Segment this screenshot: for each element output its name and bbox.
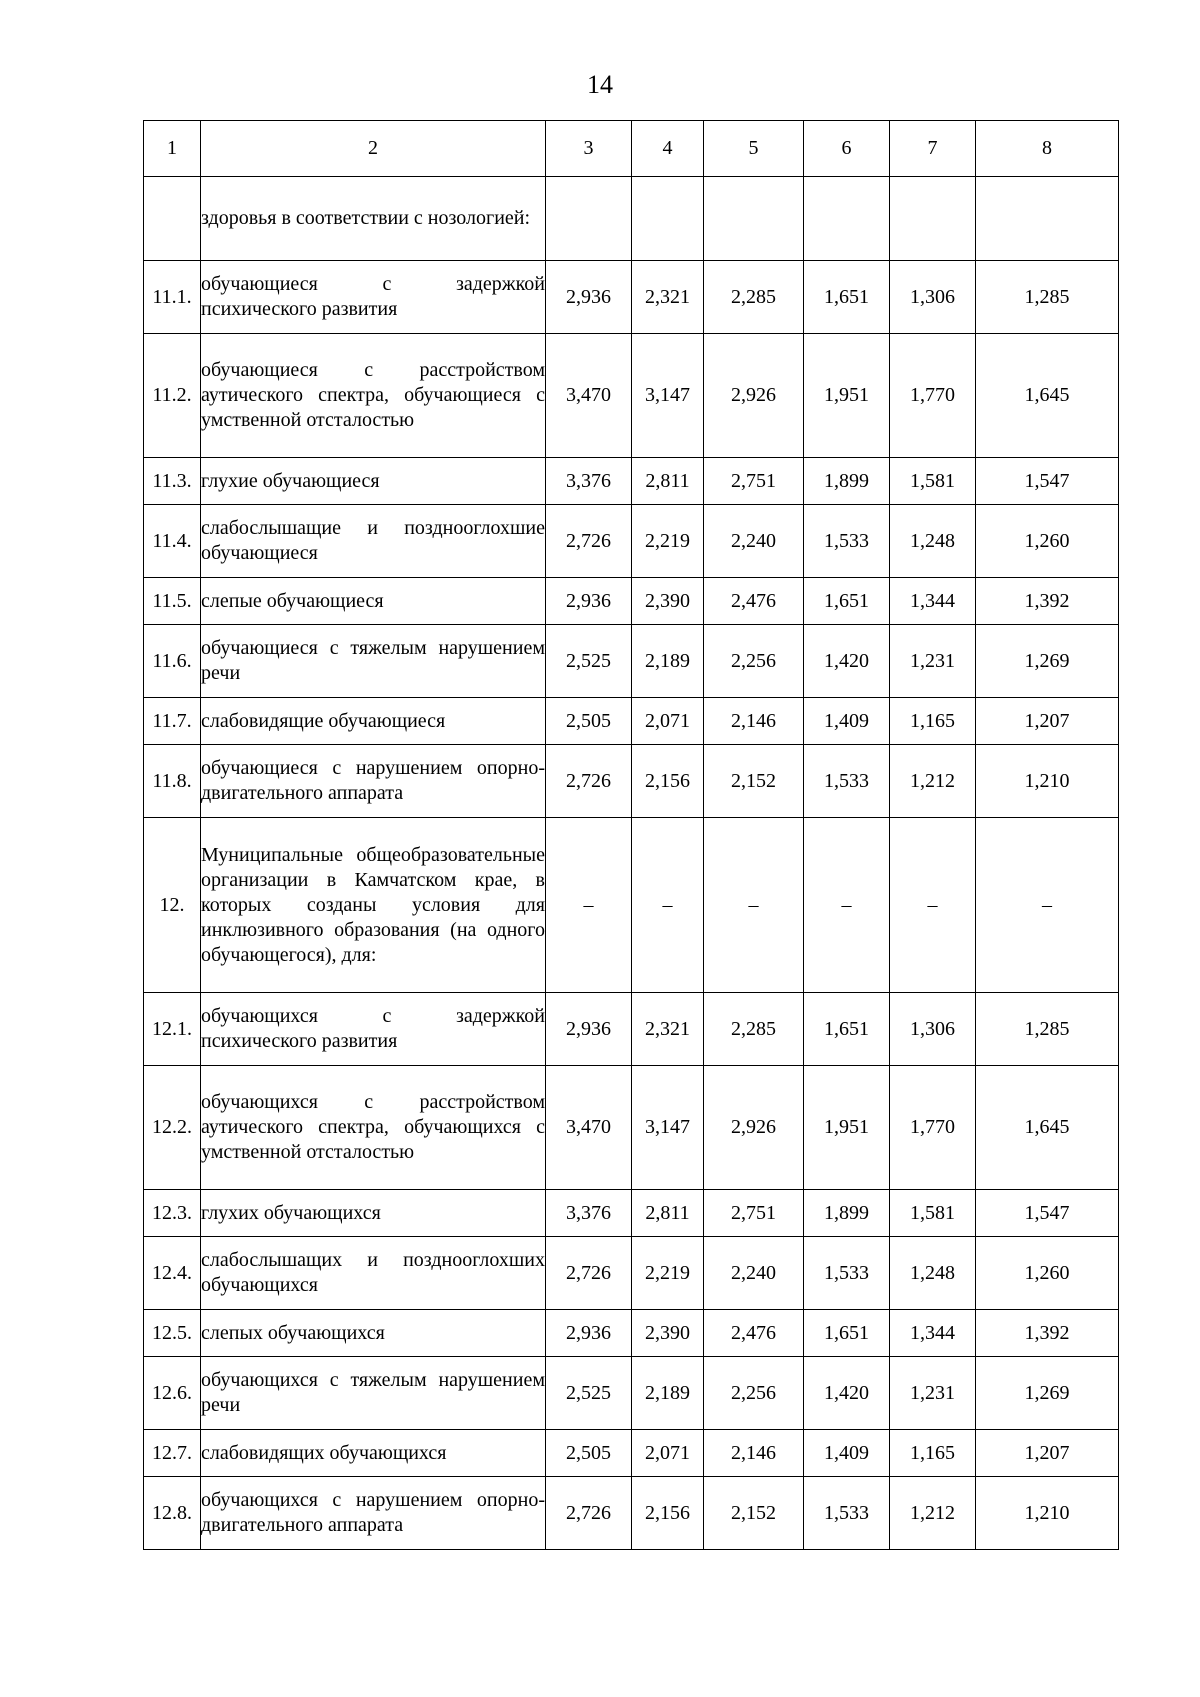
row-number-cell: 11.8. — [144, 745, 201, 818]
row-number-cell: 12.8. — [144, 1477, 201, 1550]
normatives-table — [143, 120, 1119, 1550]
value-cell-col-8: 1,547 — [976, 1190, 1119, 1237]
header-cell: 3 — [546, 121, 632, 177]
value-cell-col-8: 1,260 — [976, 505, 1119, 578]
value-cell-col-7: 1,165 — [890, 1430, 976, 1477]
value-cell-col-6: 1,651 — [804, 993, 890, 1066]
value-cell-col-7: 1,344 — [890, 1310, 976, 1357]
value-cell-col-7: – — [890, 818, 976, 993]
value-cell-col-7: 1,212 — [890, 1477, 976, 1550]
value-cell-col-7: 1,212 — [890, 745, 976, 818]
value-cell-col-4: 2,390 — [632, 1310, 704, 1357]
value-cell-col-8: 1,260 — [976, 1237, 1119, 1310]
row-number-cell: 11.7. — [144, 698, 201, 745]
value-cell-col-3: 2,936 — [546, 261, 632, 334]
value-cell-col-3: 3,470 — [546, 334, 632, 458]
value-cell-col-4 — [632, 177, 704, 261]
value-cell-col-5 — [704, 177, 804, 261]
value-cell-col-7: 1,306 — [890, 261, 976, 334]
table-row — [144, 1477, 1119, 1550]
value-cell-col-7: 1,770 — [890, 1066, 976, 1190]
table-row — [144, 177, 1119, 261]
value-cell-col-6: 1,409 — [804, 698, 890, 745]
row-number-cell — [144, 177, 201, 261]
value-cell-col-6: 1,951 — [804, 334, 890, 458]
value-cell-col-4: 2,189 — [632, 625, 704, 698]
value-cell-col-5: 2,146 — [704, 1430, 804, 1477]
row-number-cell: 12.1. — [144, 993, 201, 1066]
value-cell-col-8: 1,207 — [976, 1430, 1119, 1477]
header-cell: 4 — [632, 121, 704, 177]
value-cell-col-7: 1,165 — [890, 698, 976, 745]
row-description-cell: слабослышащих и позднооглохших обучающихся — [201, 1237, 546, 1310]
value-cell-col-5: 2,240 — [704, 1237, 804, 1310]
value-cell-col-8 — [976, 177, 1119, 261]
row-description-cell: слепые обучающиеся — [201, 578, 546, 625]
value-cell-col-7: 1,770 — [890, 334, 976, 458]
value-cell-col-3: 2,726 — [546, 1477, 632, 1550]
value-cell-col-6: 1,533 — [804, 1237, 890, 1310]
row-number-cell: 11.5. — [144, 578, 201, 625]
value-cell-col-8: 1,392 — [976, 1310, 1119, 1357]
value-cell-col-7: 1,344 — [890, 578, 976, 625]
table-row — [144, 818, 1119, 993]
value-cell-col-3: 2,505 — [546, 1430, 632, 1477]
value-cell-col-5: 2,152 — [704, 1477, 804, 1550]
value-cell-col-3: 2,525 — [546, 1357, 632, 1430]
value-cell-col-3: 2,936 — [546, 993, 632, 1066]
value-cell-col-6: – — [804, 818, 890, 993]
value-cell-col-8: 1,392 — [976, 578, 1119, 625]
table-row — [144, 1357, 1119, 1430]
table-row — [144, 334, 1119, 458]
value-cell-col-3: 2,525 — [546, 625, 632, 698]
value-cell-col-5: 2,240 — [704, 505, 804, 578]
value-cell-col-5: 2,256 — [704, 625, 804, 698]
table-row — [144, 993, 1119, 1066]
value-cell-col-3: 3,376 — [546, 1190, 632, 1237]
row-description-cell: обучающихся с нарушением опорно-двигательного аппарата — [201, 1477, 546, 1550]
value-cell-col-8: 1,285 — [976, 993, 1119, 1066]
row-number-cell: 11.3. — [144, 458, 201, 505]
row-number-cell: 11.2. — [144, 334, 201, 458]
page-number: 14 — [587, 70, 613, 99]
value-cell-col-5: 2,751 — [704, 1190, 804, 1237]
value-cell-col-4: – — [632, 818, 704, 993]
value-cell-col-5: 2,926 — [704, 334, 804, 458]
value-cell-col-8: – — [976, 818, 1119, 993]
value-cell-col-6: 1,420 — [804, 625, 890, 698]
row-number-cell: 12.4. — [144, 1237, 201, 1310]
value-cell-col-6: 1,409 — [804, 1430, 890, 1477]
value-cell-col-8: 1,210 — [976, 1477, 1119, 1550]
table-row — [144, 1190, 1119, 1237]
row-description-cell: обучающиеся с нарушением опорно-двигательного аппарата — [201, 745, 546, 818]
value-cell-col-5: – — [704, 818, 804, 993]
row-description-cell: обучающихся с задержкой психического развития — [201, 993, 546, 1066]
value-cell-col-4: 2,156 — [632, 745, 704, 818]
value-cell-col-8: 1,547 — [976, 458, 1119, 505]
value-cell-col-5: 2,926 — [704, 1066, 804, 1190]
header-cell: 5 — [704, 121, 804, 177]
row-description-cell: слепых обучающихся — [201, 1310, 546, 1357]
header-cell: 1 — [144, 121, 201, 177]
table-row — [144, 458, 1119, 505]
row-description-cell: обучающиеся с задержкой психического развития — [201, 261, 546, 334]
value-cell-col-5: 2,751 — [704, 458, 804, 505]
row-description-cell: глухие обучающиеся — [201, 458, 546, 505]
value-cell-col-3: 2,726 — [546, 1237, 632, 1310]
value-cell-col-7 — [890, 177, 976, 261]
row-description-cell: обучающиеся с тяжелым нарушением речи — [201, 625, 546, 698]
value-cell-col-7: 1,231 — [890, 625, 976, 698]
value-cell-col-5: 2,152 — [704, 745, 804, 818]
table-row — [144, 1310, 1119, 1357]
value-cell-col-6: 1,533 — [804, 1477, 890, 1550]
value-cell-col-6: 1,533 — [804, 745, 890, 818]
row-description-cell: Муниципальные общеобразовательные организации в Камчатском крае, в которых созданы условия для инклюзивного образования (на одного обучающегося), для: — [201, 818, 546, 993]
value-cell-col-3 — [546, 177, 632, 261]
header-cell: 8 — [976, 121, 1119, 177]
row-description-cell: слабовидящих обучающихся — [201, 1430, 546, 1477]
value-cell-col-5: 2,476 — [704, 578, 804, 625]
row-description-cell: обучающихся с тяжелым нарушением речи — [201, 1357, 546, 1430]
row-number-cell: 11.1. — [144, 261, 201, 334]
value-cell-col-5: 2,146 — [704, 698, 804, 745]
value-cell-col-8: 1,207 — [976, 698, 1119, 745]
value-cell-col-4: 2,071 — [632, 698, 704, 745]
row-description-cell: глухих обучающихся — [201, 1190, 546, 1237]
value-cell-col-5: 2,256 — [704, 1357, 804, 1430]
table-row — [144, 1430, 1119, 1477]
value-cell-col-4: 2,811 — [632, 1190, 704, 1237]
value-cell-col-6: 1,951 — [804, 1066, 890, 1190]
value-cell-col-8: 1,645 — [976, 1066, 1119, 1190]
row-number-cell: 12.6. — [144, 1357, 201, 1430]
row-number-cell: 12.2. — [144, 1066, 201, 1190]
row-number-cell: 12.5. — [144, 1310, 201, 1357]
value-cell-col-8: 1,645 — [976, 334, 1119, 458]
value-cell-col-4: 3,147 — [632, 1066, 704, 1190]
value-cell-col-7: 1,231 — [890, 1357, 976, 1430]
value-cell-col-5: 2,476 — [704, 1310, 804, 1357]
value-cell-col-3: 3,376 — [546, 458, 632, 505]
value-cell-col-7: 1,581 — [890, 458, 976, 505]
row-description-cell: слабослышащие и позднооглохшие обучающиеся — [201, 505, 546, 578]
value-cell-col-6: 1,420 — [804, 1357, 890, 1430]
value-cell-col-4: 2,156 — [632, 1477, 704, 1550]
value-cell-col-3: 2,726 — [546, 745, 632, 818]
value-cell-col-4: 2,321 — [632, 261, 704, 334]
value-cell-col-8: 1,285 — [976, 261, 1119, 334]
value-cell-col-3: 2,936 — [546, 578, 632, 625]
value-cell-col-8: 1,269 — [976, 1357, 1119, 1430]
table-row — [144, 578, 1119, 625]
value-cell-col-4: 2,321 — [632, 993, 704, 1066]
value-cell-col-3: 3,470 — [546, 1066, 632, 1190]
value-cell-col-6: 1,651 — [804, 261, 890, 334]
value-cell-col-6: 1,899 — [804, 1190, 890, 1237]
value-cell-col-7: 1,581 — [890, 1190, 976, 1237]
table-row — [144, 1066, 1119, 1190]
value-cell-col-4: 2,071 — [632, 1430, 704, 1477]
value-cell-col-4: 2,219 — [632, 1237, 704, 1310]
row-number-cell: 11.4. — [144, 505, 201, 578]
table-header-row — [144, 121, 1119, 177]
value-cell-col-5: 2,285 — [704, 261, 804, 334]
table-row — [144, 745, 1119, 818]
header-cell: 6 — [804, 121, 890, 177]
value-cell-col-3: – — [546, 818, 632, 993]
value-cell-col-6: 1,899 — [804, 458, 890, 505]
table-row — [144, 625, 1119, 698]
value-cell-col-4: 3,147 — [632, 334, 704, 458]
value-cell-col-8: 1,210 — [976, 745, 1119, 818]
value-cell-col-6 — [804, 177, 890, 261]
value-cell-col-3: 2,726 — [546, 505, 632, 578]
table-row — [144, 261, 1119, 334]
header-cell: 7 — [890, 121, 976, 177]
value-cell-col-3: 2,505 — [546, 698, 632, 745]
row-number-cell: 12.3. — [144, 1190, 201, 1237]
value-cell-col-5: 2,285 — [704, 993, 804, 1066]
value-cell-col-7: 1,248 — [890, 505, 976, 578]
value-cell-col-6: 1,533 — [804, 505, 890, 578]
value-cell-col-6: 1,651 — [804, 1310, 890, 1357]
table-row — [144, 1237, 1119, 1310]
row-description-cell: слабовидящие обучающиеся — [201, 698, 546, 745]
value-cell-col-4: 2,390 — [632, 578, 704, 625]
value-cell-col-4: 2,219 — [632, 505, 704, 578]
value-cell-col-7: 1,248 — [890, 1237, 976, 1310]
row-number-cell: 12. — [144, 818, 201, 993]
table-row — [144, 698, 1119, 745]
row-number-cell: 11.6. — [144, 625, 201, 698]
value-cell-col-8: 1,269 — [976, 625, 1119, 698]
row-description-cell: здоровья в соответствии с нозологией: — [201, 177, 546, 261]
header-cell: 2 — [201, 121, 546, 177]
row-description-cell: обучающиеся с расстройством аутического спектра, обучающиеся с умственной отсталостью — [201, 334, 546, 458]
row-number-cell: 12.7. — [144, 1430, 201, 1477]
table-row — [144, 505, 1119, 578]
value-cell-col-3: 2,936 — [546, 1310, 632, 1357]
row-description-cell: обучающихся с расстройством аутического спектра, обучающихся с умственной отсталостью — [201, 1066, 546, 1190]
value-cell-col-4: 2,189 — [632, 1357, 704, 1430]
value-cell-col-6: 1,651 — [804, 578, 890, 625]
value-cell-col-7: 1,306 — [890, 993, 976, 1066]
value-cell-col-4: 2,811 — [632, 458, 704, 505]
table-body — [144, 177, 1119, 1550]
